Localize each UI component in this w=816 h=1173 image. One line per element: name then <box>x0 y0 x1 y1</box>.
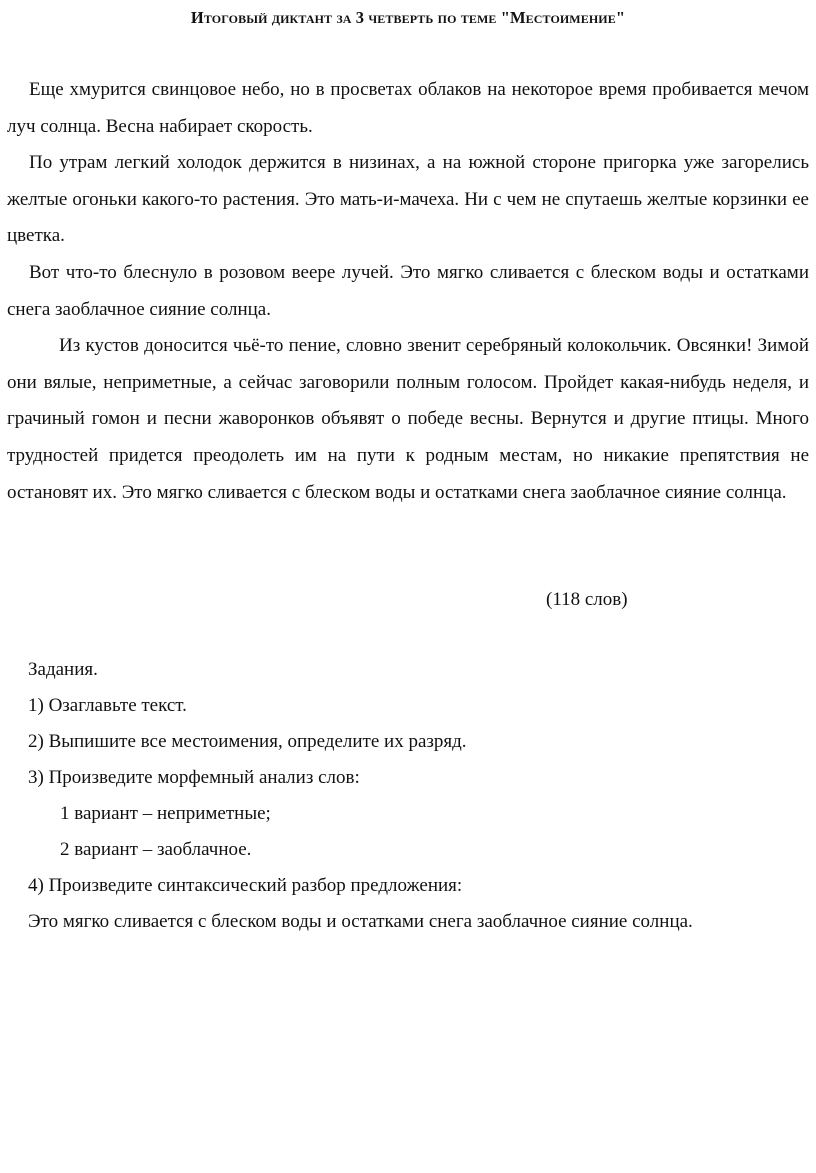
task-item: 3) Произведите морфемный анализ слов: <box>28 767 360 788</box>
paragraph: По утрам легкий холодок держится в низинах, а на южной стороне пригорка уже загорелись желтые огоньки какого-то растения. Это мать-и-мачеха. Ни с чем не спутаешь желтые корзинки ее цветка. <box>7 152 809 247</box>
document-title: Итоговый диктант за 3 четверть по теме "Местоимение" <box>190 8 626 27</box>
paragraph: Еще хмурится свинцовое небо, но в просветах облаков на некоторое время пробивается мечом луч солнца. Весна набирает скорость. <box>7 79 809 137</box>
task-subitem: 1 вариант – неприметные; <box>60 803 271 824</box>
task-item: 4) Произведите синтаксический разбор предложения: <box>28 875 463 896</box>
task-sentence: Это мягко сливается с блеском воды и остатками снега заоблачное сияние солнца. <box>28 911 693 932</box>
task-subitem: 2 вариант – заоблачное. <box>60 839 252 860</box>
tasks-section <box>28 652 808 940</box>
task-item: 2) Выпишите все местоимения, определите их разряд. <box>28 731 467 752</box>
paragraph: Из кустов доносится чьё-то пение, словно звенит серебряный колокольчик. Овсянки! Зимой они вялые, неприметные, а сейчас заговорили полным голосом. Пройдет какая-нибудь неделя, и грачиный гомон и песни жаворонков объявят о победе весны. Вернутся и другие птицы. Много трудностей придется преодолеть им на пути к родным местам, но никакие препятствия не остановят их. Это мягко сливается с блеском воды и остатками снега заоблачное сияние солнца. <box>7 335 809 503</box>
dictation-text <box>7 72 809 511</box>
tasks-heading: Задания. <box>28 659 98 680</box>
word-count: (118 слов) <box>546 589 628 610</box>
paragraph: Вот что-то блеснуло в розовом веере лучей. Это мягко сливается с блеском воды и остатками снега заоблачное сияние солнца. <box>7 261 809 320</box>
task-item: 1) Озаглавьте текст. <box>28 695 187 716</box>
